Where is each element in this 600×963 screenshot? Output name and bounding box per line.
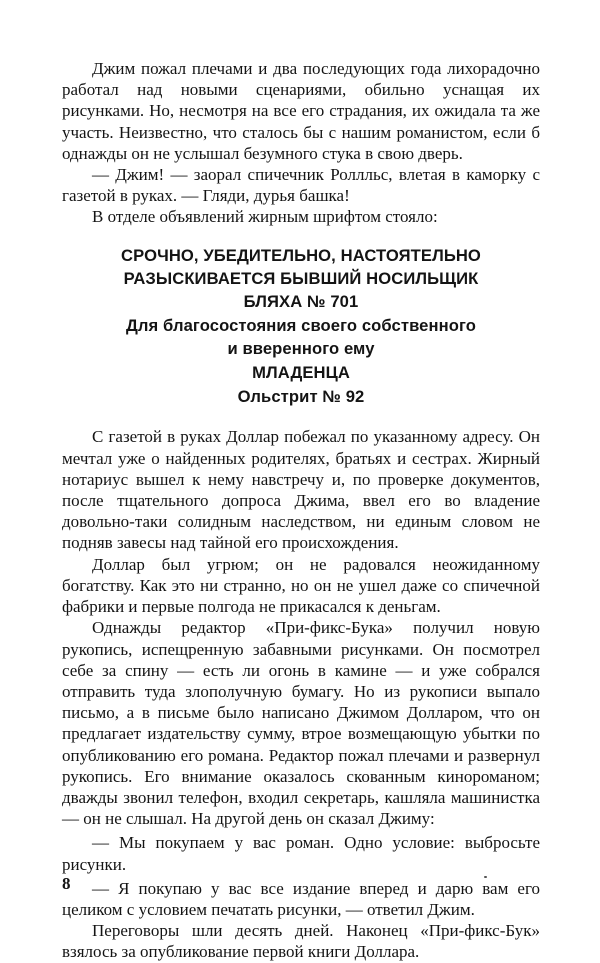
page-body	[62, 58, 540, 963]
paragraph-ad-intro: В отделе объявлений жирным шрифтом стояло:	[92, 207, 438, 227]
notice-line-welfare: Для благосостояния своего собственного	[125, 315, 477, 335]
notice-line-badge: БЛЯХА № 701	[243, 292, 359, 312]
paragraph-negotiations: Переговоры шли десять дней. Наконец «При-фикс-Бук» взялось за опубликование первой книги Доллара.	[62, 921, 540, 962]
paragraph-jim-shrugged: Джим пожал плечами и два последующих года лихорадочно работал над новыми сценариями, обильно уснащая их рисунками. Но, несмотря на все его страдания, их ожидала та же участь. Неизвестно, что сталось бы с нашим романистом, если б однажды он не услышал безумного стука в свою дверь.	[62, 59, 540, 163]
notice-line-wanted: РАЗЫСКИВАЕТСЯ БЫВШИЙ НОСИЛЬЩИК	[123, 269, 479, 289]
newspaper-notice	[62, 244, 540, 409]
page-number: 8	[62, 874, 71, 893]
notice-line-entrusted: и вверенного ему	[227, 339, 375, 359]
paragraph-dollar-runs: С газетой в руках Доллар побежал по указанному адресу. Он мечтал уже о найденных родителях, братьях и сестрах. Жирный нотариус вышел к нему навстречу и, по проверке документов, после тщательного допроса Джима, ввел его во владение довольно-таки солидным наследством, ни единым словом не подняв завесы над тайной его происхождения.	[62, 427, 540, 553]
print-speck	[484, 876, 487, 878]
notice-line-urgent: СРОЧНО, УБЕДИТЕЛЬНО, НАСТОЯТЕЛЬНО	[121, 245, 481, 265]
paragraph-editor-manuscript: Однажды редактор «При-фикс-Бука» получил новую рукопись, испещренную забавными рисунками. Он посмотрел себе за спину — есть ли огонь в камине — и уже собрался отправить туда злополучную бумагу. Но из рукописи выпало письмо, а в письме было написано Джимом Долларом, что он предлагает издательству сумму, втрое возмещающую убытки по опубликованию его романа. Редактор пожал плечами и развернул рукопись. Его внимание оказалось скованным кинороманом; дважды звонил телефон, входил секретарь, кашляла машинистка — он не слышал. На другой день он сказал Джиму:	[62, 618, 540, 829]
paragraph-rolls-shout: — Джим! — заорал спичечник Роллльс, влетая в каморку с газетой в руках. — Гляди, дурья башка!	[62, 165, 540, 206]
paragraph-buy-novel: — Мы покупаем у вас роман. Одно условие: выбросьте рисунки.	[62, 833, 540, 874]
notice-line-infant: МЛАДЕНЦА	[252, 362, 350, 382]
notice-line-address: Ольстрит № 92	[237, 387, 365, 407]
paragraph-dollar-gloomy: Доллар был угрюм; он не радовался неожиданному богатству. Как это ни странно, но он не ушел даже со спичечной фабрики и первые полгода не прикасался к деньгам.	[62, 554, 540, 617]
paragraph-jim-reply: — Я покупаю у вас все издание вперед и дарю вам его целиком с условием печатать рисунки, — ответил Джим.	[62, 878, 540, 919]
